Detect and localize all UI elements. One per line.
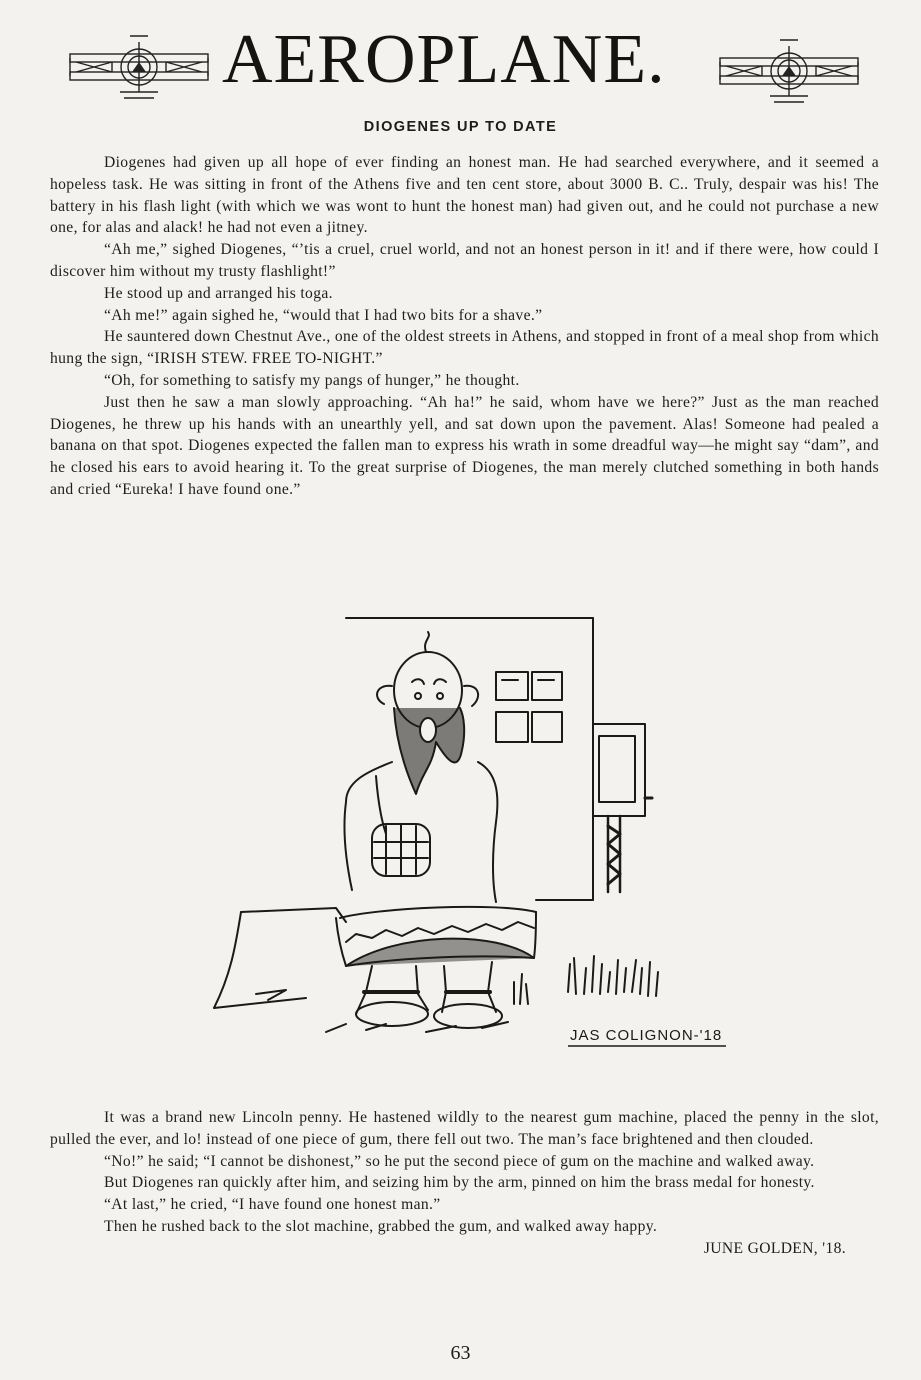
paragraph: He sauntered down Chestnut Ave., one of the oldest streets in Athens, and stopped in front of a meal shop from which hung the sign, “IRISH STEW. FREE TO-NIGHT.” [50, 328, 879, 368]
masthead [0, 18, 921, 98]
masthead-title: AEROPLANE. [222, 21, 666, 98]
diogenes-illustration [196, 612, 736, 1050]
paragraph: “Ah me,” sighed Diogenes, “’tis a cruel, cruel world, and not an honest person in it! and if there were, how could I discover him without my trusty flashlight!” [50, 241, 879, 280]
article-title: DIOGENES UP TO DATE [363, 119, 558, 135]
paragraph: It was a brand new Lincoln penny. He hastened wildly to the nearest gum machine, placed the penny in the slot, pulled the ever, and lo! instead of one piece of gum, there fell out two. The man’s face brightened and then clouded. [50, 1109, 879, 1148]
paragraph: But Diogenes ran quickly after him, and seizing him by the arm, pinned on him the brass medal for honesty. [104, 1174, 815, 1192]
page-number: 63 [450, 1342, 471, 1364]
paragraph: Diogenes had given up all hope of ever finding an honest man. He had searched everywhere, and it seemed a hopeless task. He was sitting in front of the Athens five and ten cent store, about 3000 B. C.. Truly, despair was his! The battery in his flash light (with which we was wont to hunt the honest man) had given out, and he could not purchase a new one, for alas and alack! he had not even a jitney. [50, 154, 879, 237]
paragraph: “No!” he said; “I cannot be dishonest,” so he put the second piece of gum on the machine and walked away. [104, 1152, 815, 1170]
biplane-icon [66, 32, 212, 104]
paragraph: “Oh, for something to satisfy my pangs of hunger,” he thought. [104, 371, 520, 389]
artist-signature: JAS COLIGNON-'18 [570, 1027, 723, 1044]
paragraph: “At last,” he cried, “I have found one honest man.” [104, 1196, 441, 1214]
paragraph: Then he rushed back to the slot machine, grabbed the gum, and walked away happy. [104, 1217, 658, 1235]
story-body-bottom [50, 1107, 879, 1260]
paragraph: “Ah me!” again sighed he, “would that I had two bits for a shave.” [104, 306, 543, 324]
paragraph: He stood up and arranged his toga. [104, 284, 333, 302]
biplane-icon [716, 36, 862, 108]
author-byline: JUNE GOLDEN, '18. [703, 1239, 846, 1257]
story-body-top [50, 152, 879, 501]
paragraph: Just then he saw a man slowly approaching. “Ah ha!” he said, whom have we here?” Just as the man reached Diogenes, he threw up his hands with an unearthly yell, and sat down upon the pavement. Alas! Someone had pealed a banana on that spot. Diogenes expected the fallen man to express his wrath in some dreadful way—he might say “dam”, and he closed his ears to avoid hearing it. To the great surprise of Diogenes, the man merely clutched something in both hands and cried “Eureka! I have found one.” [50, 393, 879, 498]
